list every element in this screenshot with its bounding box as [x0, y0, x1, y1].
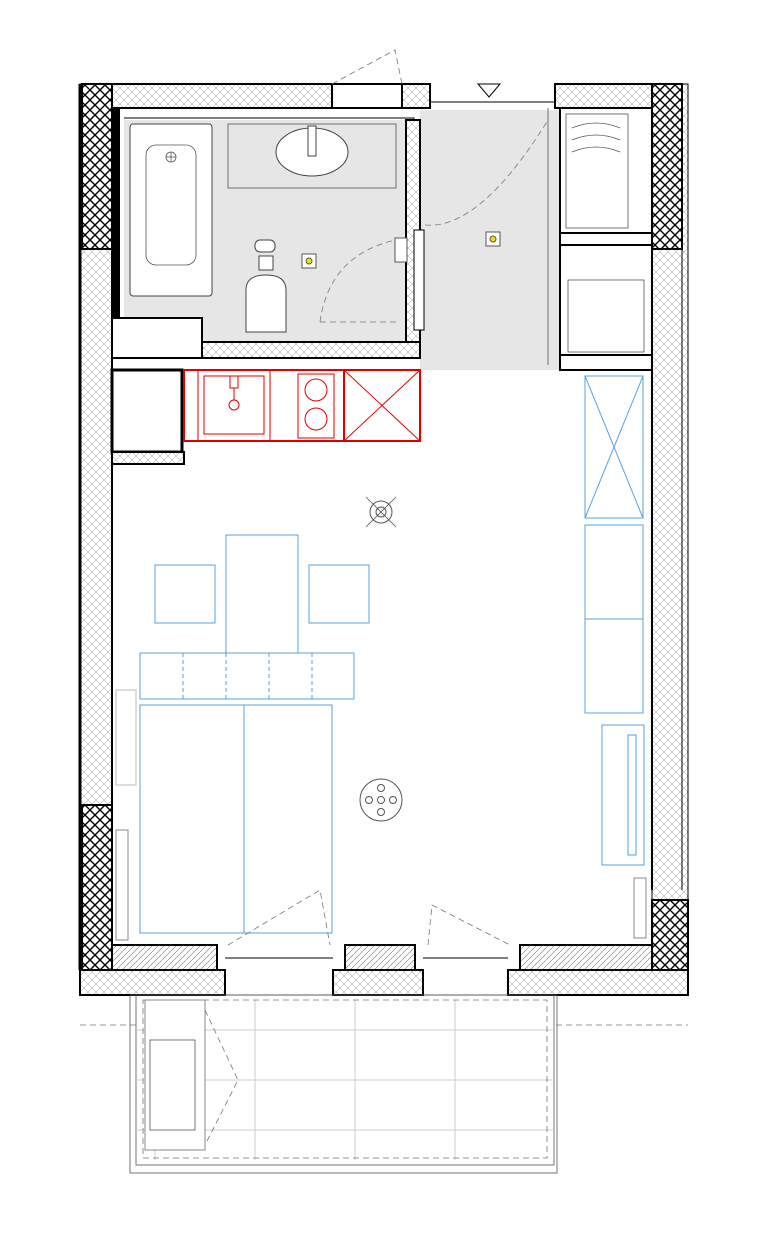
radiator-right — [634, 878, 646, 938]
dining-set — [155, 535, 369, 653]
bench — [140, 653, 354, 699]
radiator-left — [116, 830, 128, 940]
balcony — [80, 995, 688, 1173]
light-fixture-icon — [360, 779, 402, 821]
bed — [116, 690, 332, 933]
top-wall — [112, 50, 652, 108]
ceiling-light-icon — [490, 236, 496, 242]
bathtub — [130, 124, 212, 296]
kitchenette — [184, 370, 420, 441]
right-wall — [652, 84, 688, 970]
storage-unit — [560, 245, 652, 370]
left-niche — [112, 370, 184, 464]
balcony-door-right — [428, 905, 510, 945]
ceiling-fixture — [366, 497, 396, 527]
balcony-door-left — [228, 890, 330, 945]
ceiling-light-icon — [306, 258, 312, 264]
bottom-wall — [80, 945, 688, 995]
left-wall — [80, 84, 112, 970]
right-furniture — [585, 376, 644, 865]
